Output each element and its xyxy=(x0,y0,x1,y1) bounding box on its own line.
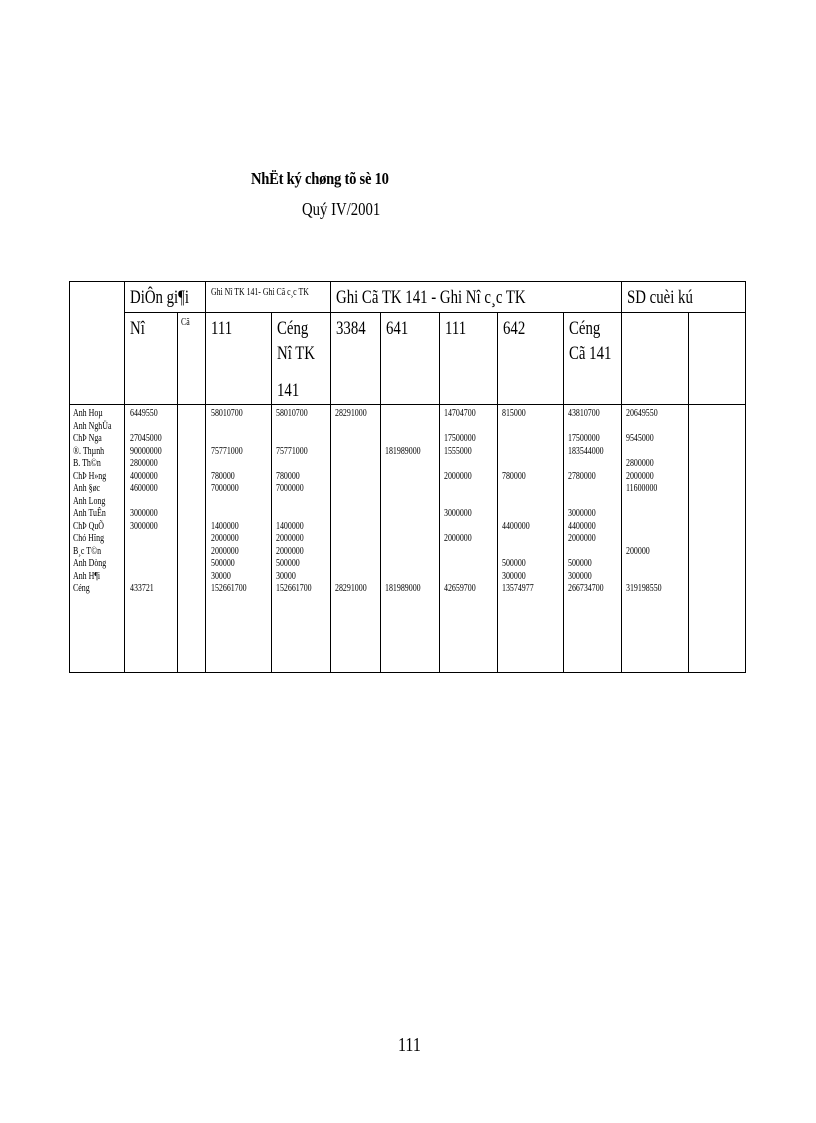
table-cell: 181989000 xyxy=(385,444,421,457)
table-cell: 2000000 xyxy=(211,544,239,557)
table-cell xyxy=(444,457,476,470)
table-cell xyxy=(211,420,247,433)
header-cong-co-line1: Céng xyxy=(569,318,601,339)
row-label: Anh §øc xyxy=(73,482,101,494)
table-cell: 780000 xyxy=(502,469,526,482)
header-dien-giai: DiÔn gi¶i xyxy=(130,287,189,308)
table-cell: 1400000 xyxy=(276,519,304,532)
table-cell: 7000000 xyxy=(211,482,239,494)
table-cell xyxy=(385,470,421,483)
column-no-111 xyxy=(211,407,261,595)
row-label: B¸c T©n xyxy=(73,544,102,557)
table-cell xyxy=(444,545,476,558)
table-cell xyxy=(335,432,367,445)
column-co-111 xyxy=(444,407,488,595)
table-cell xyxy=(444,420,476,433)
column-cong-co xyxy=(568,407,618,595)
table-cell: 780000 xyxy=(276,469,300,482)
table-cell xyxy=(444,520,476,533)
table-cell: 4400000 xyxy=(568,519,596,532)
table-cell xyxy=(502,482,534,495)
table-cell: 500000 xyxy=(568,557,592,569)
table-cell xyxy=(444,570,476,583)
row-label: Anh Long xyxy=(73,494,106,507)
row-label: ChÞ Nga xyxy=(73,432,102,444)
table-cell xyxy=(276,420,312,433)
table-cell xyxy=(276,507,312,520)
table-cell: 30000 xyxy=(276,569,296,582)
table-cell xyxy=(626,420,662,433)
table-cell xyxy=(568,457,604,470)
table-cell: 58010700 xyxy=(211,407,243,419)
table-cell xyxy=(335,482,367,495)
table-cell: 266734700 xyxy=(568,582,604,594)
table-cell xyxy=(385,407,421,420)
table-cell xyxy=(335,570,367,583)
col-divider xyxy=(177,312,178,673)
page-number: 111 xyxy=(398,1034,421,1056)
column-cong-no xyxy=(276,407,326,595)
header-no: Nî xyxy=(130,318,145,339)
table-cell: 27045000 xyxy=(130,432,162,444)
table-cell: 7000000 xyxy=(276,482,304,494)
header-co-111: 111 xyxy=(445,318,467,339)
col-divider xyxy=(439,312,440,673)
table-cell xyxy=(385,570,421,583)
table-cell: 28291000 xyxy=(335,582,367,594)
table-cell xyxy=(276,495,312,508)
table-cell xyxy=(335,532,367,545)
header-co-641: 641 xyxy=(386,318,409,339)
table-cell xyxy=(335,420,367,433)
table-cell: 1400000 xyxy=(211,519,239,532)
row-label: ®. Thµnh xyxy=(73,444,105,457)
table-cell: 13574977 xyxy=(502,582,534,594)
header-ghi-no-group: Ghi Nî TK 141- Ghi Cã c¸c TK xyxy=(211,287,309,298)
col-divider xyxy=(563,312,564,673)
table-cell: 780000 xyxy=(211,469,235,482)
table-cell xyxy=(502,495,534,508)
column-co-3384 xyxy=(335,407,379,595)
table-cell: 183544000 xyxy=(568,444,604,457)
table-cell xyxy=(335,557,367,570)
table-cell: 75771000 xyxy=(211,444,243,457)
table-cell xyxy=(385,557,421,570)
table-cell: 42659700 xyxy=(444,582,476,594)
table-cell: 17500000 xyxy=(444,432,476,444)
row-label: Anh H¶i xyxy=(73,569,101,582)
col-divider xyxy=(271,312,272,673)
table-cell xyxy=(385,507,421,520)
table-cell: 2000000 xyxy=(626,469,654,482)
table-cell xyxy=(335,445,367,458)
table-cell: 2000000 xyxy=(211,532,239,544)
table-cell: 90000000 xyxy=(130,444,162,457)
table-cell xyxy=(626,445,662,458)
table-cell: 2800000 xyxy=(626,457,654,469)
table-cell: 2000000 xyxy=(444,532,472,544)
table-cell xyxy=(385,420,421,433)
row-label: B. Th©n xyxy=(73,457,101,469)
table-cell xyxy=(626,520,662,533)
table-cell xyxy=(626,557,662,570)
table-cell: 14704700 xyxy=(444,407,476,419)
table-cell xyxy=(444,482,476,495)
header-sd-cuoi-ky: SD cuèi kú xyxy=(627,287,693,308)
table-cell xyxy=(211,495,247,508)
table-cell xyxy=(385,432,421,445)
table-cell xyxy=(626,495,662,508)
table-cell xyxy=(502,432,534,445)
table-cell: 28291000 xyxy=(335,407,367,419)
row-label: ChÞ H»ng xyxy=(73,469,107,482)
table-cell xyxy=(568,545,604,558)
table-cell xyxy=(626,532,662,545)
col-divider xyxy=(330,281,331,673)
table-cell xyxy=(211,507,247,520)
col-divider xyxy=(621,281,622,673)
table-cell: 152661700 xyxy=(211,582,247,594)
header-cong-no-line3: 141 xyxy=(277,380,300,401)
col-divider xyxy=(688,312,689,673)
table-cell: 3000000 xyxy=(568,507,596,519)
table-cell xyxy=(130,420,162,433)
table-cell xyxy=(335,470,367,483)
table-cell xyxy=(626,570,662,583)
table-cell xyxy=(130,557,162,570)
body-divider xyxy=(69,404,746,405)
table-cell xyxy=(211,432,247,445)
table-cell: 500000 xyxy=(502,557,526,569)
table-cell xyxy=(502,532,534,545)
table-cell: 3000000 xyxy=(130,519,158,532)
table-cell: 2000000 xyxy=(444,469,472,482)
table-cell xyxy=(385,545,421,558)
row-label: Anh Dòng xyxy=(73,557,107,569)
table-cell: 4000000 xyxy=(130,469,158,482)
table-cell: 2800000 xyxy=(130,457,158,469)
table-cell xyxy=(385,457,421,470)
header-cong-no-line1: Céng xyxy=(277,318,309,339)
table-cell: 58010700 xyxy=(276,407,308,419)
table-cell: 9545000 xyxy=(626,432,654,444)
table-cell: 20649550 xyxy=(626,407,658,419)
table-cell: 2000000 xyxy=(276,544,304,557)
document-title: NhËt ký chøng tõ sè 10 xyxy=(251,169,389,188)
table-cell: 1555000 xyxy=(444,444,472,457)
table-cell: 2000000 xyxy=(568,532,596,544)
column-names xyxy=(73,407,126,595)
table-cell xyxy=(502,457,534,470)
document-subtitle: Quý IV/2001 xyxy=(302,199,381,219)
table-cell: 500000 xyxy=(276,557,300,569)
table-cell xyxy=(211,457,247,470)
table-cell xyxy=(276,457,312,470)
table-cell xyxy=(385,482,421,495)
table-cell: 200000 xyxy=(626,544,650,557)
table-cell xyxy=(335,457,367,470)
table-cell: 3000000 xyxy=(444,507,472,519)
table-cell xyxy=(335,495,367,508)
table-cell: 17500000 xyxy=(568,432,600,444)
table-cell xyxy=(276,432,312,445)
table-cell xyxy=(130,545,162,558)
header-no-111: 111 xyxy=(211,318,233,339)
table-cell: 4600000 xyxy=(130,482,158,494)
table-cell xyxy=(568,420,604,433)
table-cell: 815000 xyxy=(502,407,526,419)
column-co-641 xyxy=(385,407,435,595)
column-co-642 xyxy=(502,407,546,595)
row-label: Anh NghÜa xyxy=(73,419,112,432)
table-cell xyxy=(626,507,662,520)
table-cell xyxy=(385,495,421,508)
col-divider xyxy=(497,312,498,673)
table-cell xyxy=(568,495,604,508)
table-cell: 433721 xyxy=(130,582,154,594)
table-cell xyxy=(335,507,367,520)
table-cell: 3000000 xyxy=(130,507,158,519)
table-cell xyxy=(502,420,534,433)
table-cell xyxy=(385,520,421,533)
col-divider xyxy=(380,312,381,673)
table-cell: 300000 xyxy=(502,569,526,582)
table-cell: 4400000 xyxy=(502,519,530,532)
table-cell xyxy=(444,495,476,508)
table-cell xyxy=(130,532,162,545)
table-cell: 2780000 xyxy=(568,469,596,482)
table-cell: 75771000 xyxy=(276,444,308,457)
header-co-642: 642 xyxy=(503,318,526,339)
row-label: Anh TuÊn xyxy=(73,507,106,519)
table-cell xyxy=(385,532,421,545)
header-divider xyxy=(124,312,746,313)
column-no xyxy=(130,407,174,595)
table-cell: 43810700 xyxy=(568,407,600,419)
table-cell: 152661700 xyxy=(276,582,312,594)
table-cell: 30000 xyxy=(211,569,231,582)
table-cell: 319198550 xyxy=(626,582,662,594)
table-cell xyxy=(444,557,476,570)
row-label: Anh Hoµ xyxy=(73,407,103,419)
table-cell: 181989000 xyxy=(385,582,421,594)
table-cell xyxy=(130,495,162,508)
table-cell xyxy=(502,445,534,458)
column-sd xyxy=(626,407,676,595)
header-co: Cã xyxy=(181,317,190,328)
table-cell xyxy=(502,545,534,558)
header-cong-no-line2: Nî TK xyxy=(277,343,316,364)
header-co-3384: 3384 xyxy=(336,318,366,339)
table-cell xyxy=(335,545,367,558)
table-cell xyxy=(130,570,162,583)
table-cell: 6449550 xyxy=(130,407,158,419)
table-cell xyxy=(335,520,367,533)
row-label: Céng xyxy=(73,582,90,594)
header-cong-co-line2: Cã 141 xyxy=(569,343,612,364)
header-ghi-co-group: Ghi Cã TK 141 - Ghi Nî c¸c TK xyxy=(336,287,526,308)
table-cell: 11600000 xyxy=(626,482,658,494)
table-cell: 500000 xyxy=(211,557,235,569)
col-divider xyxy=(205,281,206,673)
table-cell: 300000 xyxy=(568,569,592,582)
row-label: ChÞ QuÕ xyxy=(73,519,105,532)
table-cell xyxy=(568,482,604,495)
table-cell xyxy=(502,507,534,520)
row-label: Chó Hïng xyxy=(73,532,105,544)
table-cell: 2000000 xyxy=(276,532,304,544)
